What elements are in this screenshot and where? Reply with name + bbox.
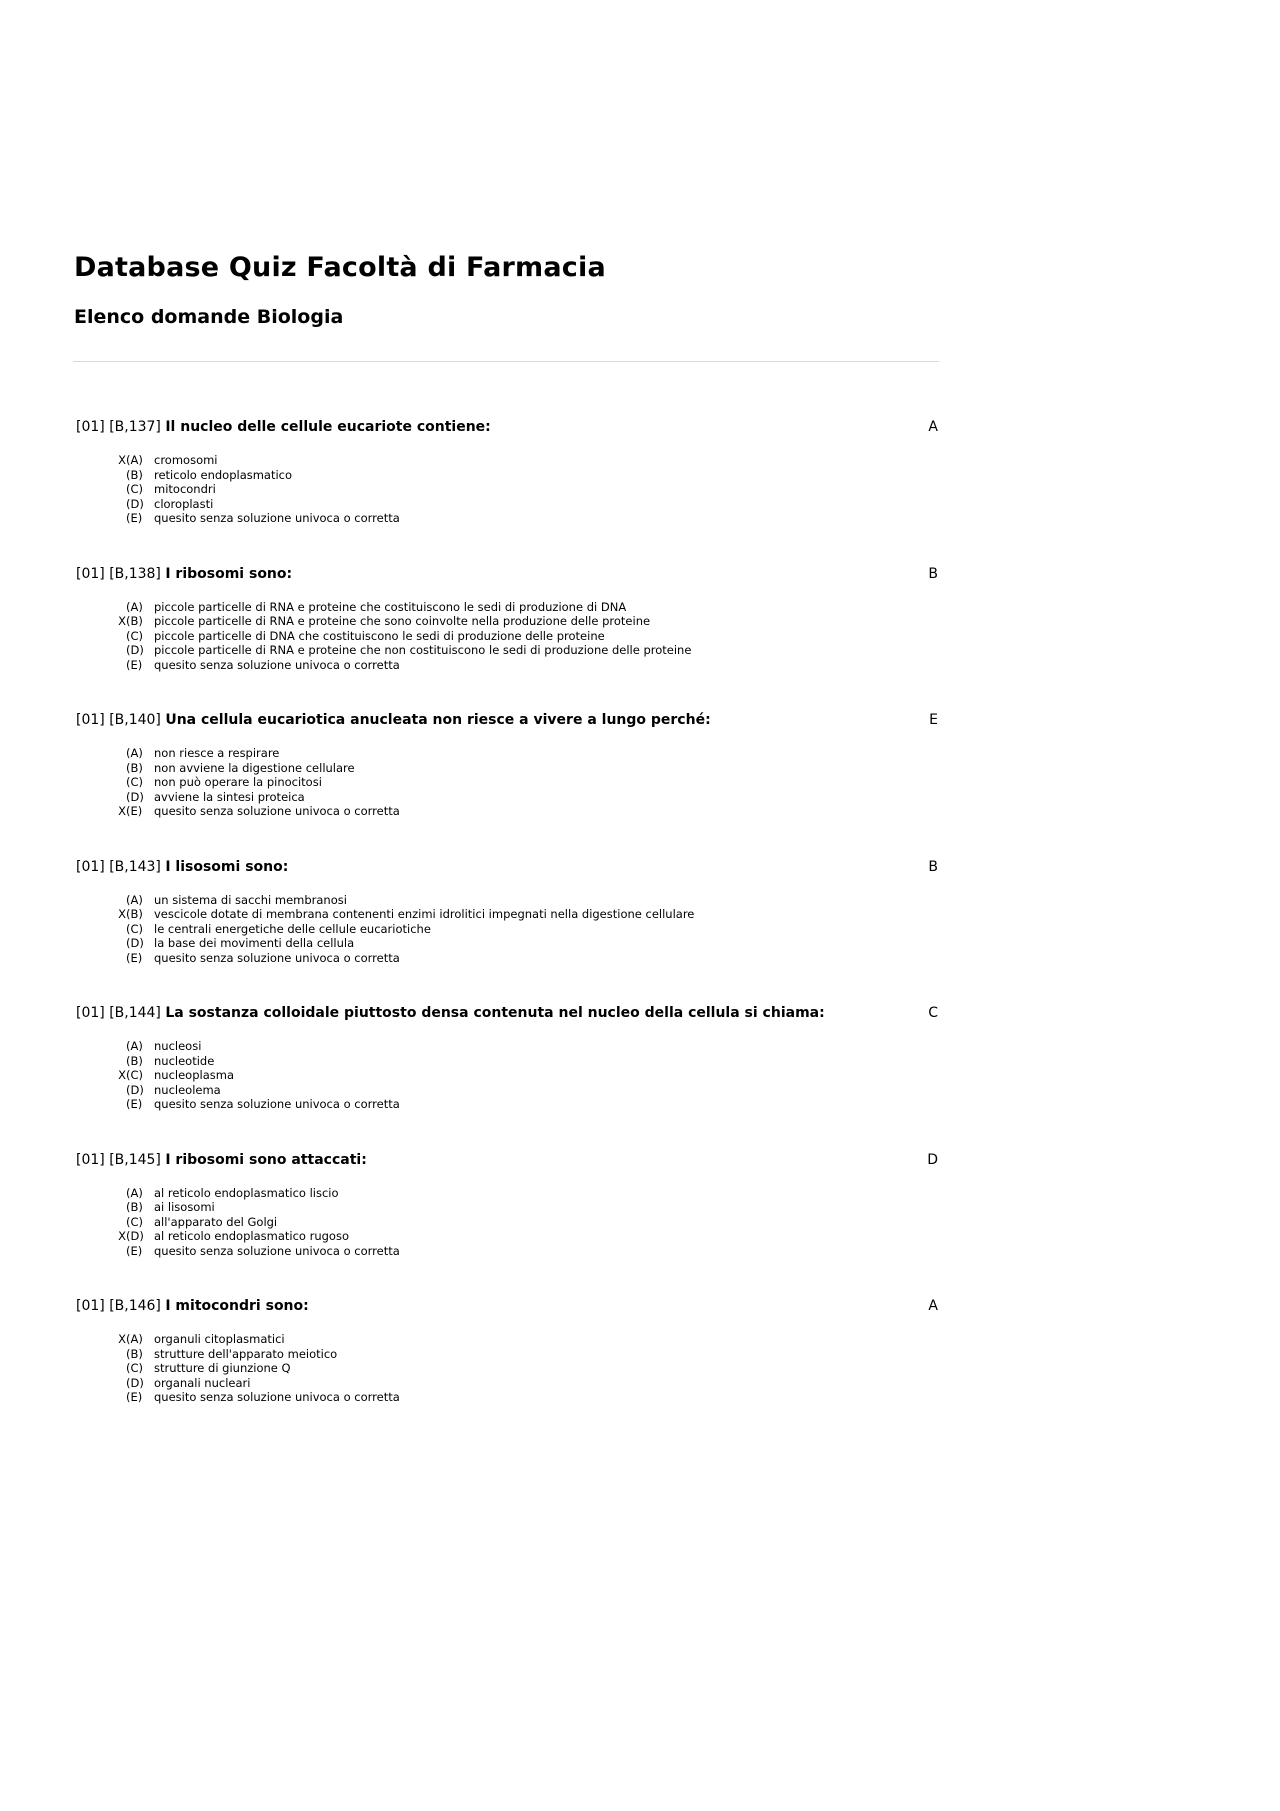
answer-option [76,497,938,512]
question-header [76,1150,938,1170]
answer-option [76,775,938,790]
correct-answer: B [928,565,938,582]
option-letter: (A) [126,892,143,907]
page-title: Database Quiz Facoltà di Farmacia [74,252,606,283]
option-text: quesito senza soluzione univoca o corretta [154,804,400,818]
answer-option [76,746,938,761]
option-text: strutture dell'apparato meiotico [154,1346,338,1361]
question-id: [01] [B,146] [76,1298,161,1314]
answer-option [76,761,938,776]
option-text: non avviene la digestione cellulare [154,760,355,775]
question-text: I mitocondri sono: [165,1298,309,1314]
option-letter: (A) [126,1039,143,1053]
answer-option [76,629,938,644]
correct-answer: B [928,858,938,875]
answer-option [76,468,938,483]
option-text: piccole particelle di RNA e proteine che sono coinvolte nella produzione delle proteine [154,614,651,628]
question-item [76,710,938,857]
option-letter: (A) [126,1185,143,1200]
page-subtitle: Elenco domande Biologia [74,306,344,328]
correct-answer: D [927,1151,938,1168]
option-letter: (C) [126,921,144,936]
question-item [76,1296,938,1443]
question-item [76,857,938,1004]
option-text: nucleotide [154,1053,215,1068]
question-item [76,417,938,564]
question-header [76,710,938,730]
question-id: [01] [B,144] [76,1005,161,1021]
answer-option [76,1390,938,1405]
answer-option [76,907,938,922]
answer-option [76,453,938,468]
option-text: quesito senza soluzione univoca o corretta [154,657,400,672]
option-letter: (C) [126,775,144,789]
option-text: cloroplasti [154,496,214,511]
answer-option [76,790,938,805]
option-text: avviene la sintesi proteica [154,789,305,804]
option-letter: (B) [126,760,143,775]
option-letter: (D) [126,496,144,511]
option-letter: (C) [126,1214,144,1229]
option-text: strutture di giunzione Q [154,1361,291,1375]
option-letter: (B) [126,467,143,482]
answer-option [76,1068,938,1083]
option-text: quesito senza soluzione univoca o corretta [154,950,400,965]
option-text: organali nucleari [154,1375,251,1390]
answer-options [76,1186,938,1259]
correct-answer: A [928,1298,938,1314]
answer-option [76,1083,938,1098]
option-letter: (B) [126,1200,143,1214]
option-text: organuli citoplasmatici [154,1332,285,1346]
answer-option [76,511,938,526]
option-letter: (B) [126,614,143,628]
answer-option [76,1229,938,1244]
answer-option [76,1215,938,1230]
selected-marker: X [118,1229,126,1243]
question-text: La sostanza colloidale piuttosto densa contenuta nel nucleo della cellula si chiama: [165,1005,825,1021]
option-text: nucleosi [154,1039,202,1053]
answer-option [76,951,938,966]
option-letter: (E) [126,1243,143,1258]
selected-marker: X [118,804,126,818]
option-letter: (E) [126,657,143,672]
option-letter: (D) [126,1082,144,1097]
answer-option [76,936,938,951]
answer-option [76,482,938,497]
answer-option [76,1244,938,1259]
question-text: Il nucleo delle cellule eucariote contiene: [165,419,491,435]
answer-options [76,600,938,673]
question-id: [01] [B,145] [76,1151,161,1168]
option-letter: (D) [126,789,144,804]
question-id: [01] [B,137] [76,419,161,435]
answer-option [76,1376,938,1391]
option-text: ai lisosomi [154,1200,215,1214]
option-text: non può operare la pinocitosi [154,775,322,789]
answer-option [76,893,938,908]
option-text: piccole particelle di RNA e proteine che costituiscono le sedi di produzione di DNA [154,599,627,614]
header-divider [73,361,939,362]
option-letter: (D) [126,936,144,950]
option-letter: (B) [126,907,143,921]
option-letter: (C) [126,1361,144,1375]
question-text: Una cellula eucariotica anucleata non riesce a vivere a lungo perché: [165,712,711,728]
option-letter: (E) [126,804,143,818]
question-text: I lisosomi sono: [165,858,289,875]
option-letter: (D) [126,1229,144,1243]
answer-option [76,1039,938,1054]
correct-answer: E [929,712,938,728]
option-letter: (A) [126,1332,143,1346]
option-letter: (E) [126,950,143,965]
answer-option [76,643,938,658]
answer-option [76,600,938,615]
question-id: [01] [B,143] [76,858,161,875]
option-letter: (A) [126,599,143,614]
option-letter: (A) [126,453,143,467]
option-text: al reticolo endoplasmatico rugoso [154,1229,349,1243]
correct-answer: A [928,419,938,435]
option-letter: (C) [126,628,144,643]
option-letter: (E) [126,511,143,525]
selected-marker: X [118,1068,126,1082]
question-id: [01] [B,138] [76,565,161,582]
answer-option [76,1347,938,1362]
option-letter: (B) [126,1346,143,1361]
option-letter: (D) [126,643,144,657]
option-text: quesito senza soluzione univoca o corretta [154,511,400,525]
selected-marker: X [118,907,126,921]
selected-marker: X [118,453,126,467]
option-text: vescicole dotate di membrana contenenti enzimi idrolitici impegnati nella digestione cellulare [154,907,695,921]
option-text: al reticolo endoplasmatico liscio [154,1185,339,1200]
option-letter: (B) [126,1053,143,1068]
answer-options [76,453,938,526]
question-list [76,417,938,1443]
answer-option [76,1332,938,1347]
option-text: la base dei movimenti della cellula [154,936,355,950]
option-text: quesito senza soluzione univoca o corretta [154,1097,400,1111]
answer-option [76,614,938,629]
question-text: I ribosomi sono attaccati: [165,1151,367,1168]
option-letter: (A) [126,746,143,760]
option-text: reticolo endoplasmatico [154,467,293,482]
question-header [76,564,938,584]
question-item [76,564,938,711]
answer-option [76,1200,938,1215]
question-header [76,857,938,877]
answer-options [76,1039,938,1112]
correct-answer: C [928,1005,938,1021]
question-header [76,417,938,437]
option-letter: (E) [126,1097,143,1111]
question-text: I ribosomi sono: [165,565,293,582]
option-text: un sistema di sacchi membranosi [154,892,347,907]
option-text: nucleoplasma [154,1068,234,1082]
answer-options [76,746,938,819]
option-text: nucleolema [154,1082,221,1097]
answer-options [76,893,938,966]
option-letter: (E) [126,1390,143,1404]
answer-option [76,1361,938,1376]
question-item [76,1150,938,1297]
answer-option [76,922,938,937]
option-text: cromosomi [154,453,218,467]
option-text: all'apparato del Golgi [154,1214,278,1229]
question-header [76,1003,938,1023]
answer-option [76,658,938,673]
selected-marker: X [118,1332,126,1346]
question-id: [01] [B,140] [76,712,161,728]
option-text: quesito senza soluzione univoca o corretta [154,1243,400,1258]
answer-option [76,804,938,819]
option-letter: (D) [126,1375,144,1390]
option-letter: (C) [126,482,144,496]
answer-option [76,1054,938,1069]
answer-options [76,1332,938,1405]
option-text: piccole particelle di DNA che costituiscono le sedi di produzione delle proteine [154,628,605,643]
option-text: non riesce a respirare [154,746,280,760]
option-text: piccole particelle di RNA e proteine che non costituiscono le sedi di produzione delle proteine [154,643,692,657]
option-text: mitocondri [154,482,216,496]
option-letter: (C) [126,1068,144,1082]
answer-option [76,1186,938,1201]
question-item [76,1003,938,1150]
option-text: quesito senza soluzione univoca o corretta [154,1390,400,1404]
selected-marker: X [118,614,126,628]
answer-option [76,1097,938,1112]
question-header [76,1296,938,1316]
option-text: le centrali energetiche delle cellule eucariotiche [154,921,431,936]
